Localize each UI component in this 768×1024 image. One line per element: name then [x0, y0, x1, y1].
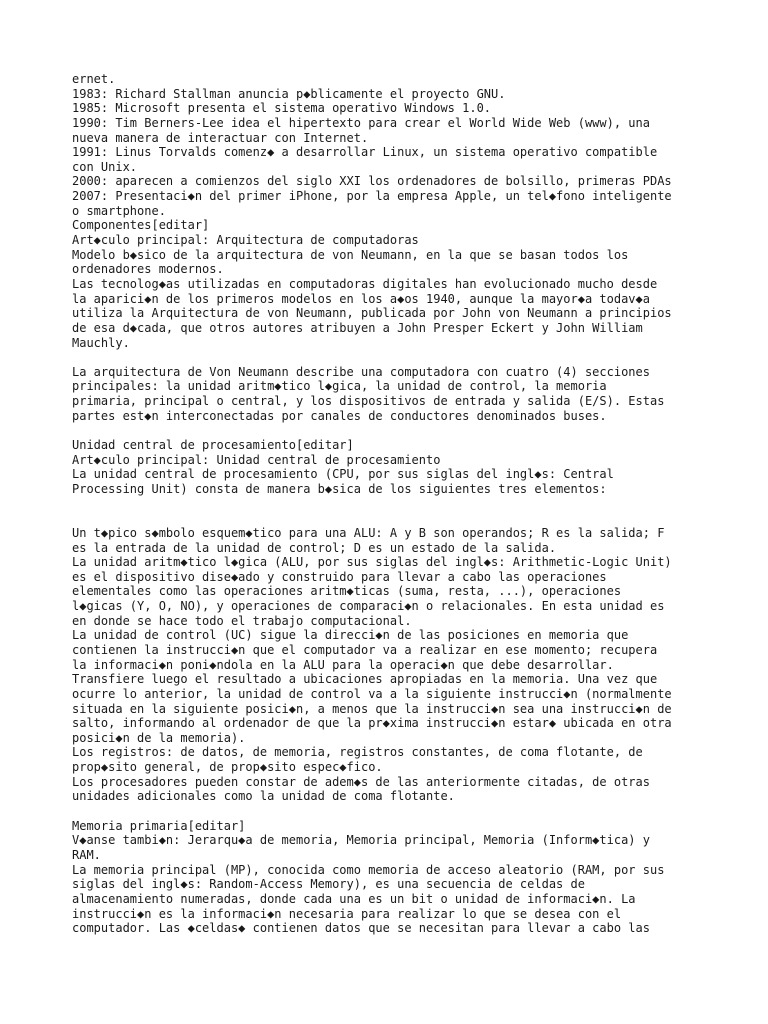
text-line: Art◆culo principal: Arquitectura de computadoras [72, 233, 419, 248]
text-line: 2007: Presentaci◆n del primer iPhone, por la empresa Apple, un tel◆fono inteligente [72, 189, 672, 204]
text-line: 1983: Richard Stallman anuncia p◆blicamente el proyecto GNU. [72, 86, 506, 101]
text-line: Memoria primaria[editar] [72, 818, 246, 833]
text-line: Las tecnolog◆as utilizadas en computadoras digitales han evolucionado mucho desde [72, 276, 658, 291]
text-line: la aparici◆n de los primeros modelos en los a◆os 1940, aunque la mayor◆a todav◆a [72, 291, 650, 306]
text-line: nueva manera de interactuar con Internet. [72, 130, 369, 145]
text-line: Art◆culo principal: Unidad central de procesamiento [72, 452, 441, 467]
text-line: partes est◆n interconectadas por canales de conductores denominados buses. [72, 408, 607, 423]
text-line: computador. Las ◆celdas◆ contienen datos que se necesitan para llevar a cabo las [72, 921, 650, 936]
text-line [72, 423, 712, 438]
text-line: RAM. [72, 847, 101, 862]
text-line: l◆gicas (Y, O, NO), y operaciones de comparaci◆n o relacionales. En esta unidad es [72, 599, 665, 614]
document-text [72, 72, 712, 936]
text-line: ocurre lo anterior, la unidad de control va a la siguiente instrucci◆n (normalmente [72, 686, 672, 701]
text-line: La unidad central de procesamiento (CPU, por sus siglas del ingl◆s: Central [72, 467, 614, 482]
text-line [72, 350, 712, 365]
text-line: unidades adicionales como la unidad de coma flotante. [72, 789, 455, 804]
text-line: Los procesadores pueden constar de adem◆s de las anteriormente citadas, de otras [72, 774, 650, 789]
text-line: Mauchly. [72, 335, 130, 350]
text-line: Un t◆pico s◆mbolo esquem◆tico para una ALU: A y B son operandos; R es la salida; F [72, 525, 665, 540]
text-line: instrucci◆n es la informaci◆n necesaria para realizar lo que se desea con el [72, 906, 622, 921]
text-line: Los registros: de datos, de memoria, registros constantes, de coma flotante, de [72, 745, 643, 760]
text-line: Modelo b◆sico de la arquitectura de von Neumann, en la que se basan todos los [72, 247, 629, 262]
text-line: o smartphone. [72, 203, 166, 218]
text-line: salto, informando al ordenador de que la pr◆xima instrucci◆n estar◆ ubicada en otra [72, 716, 672, 731]
text-line: con Unix. [72, 159, 138, 174]
text-line: La memoria principal (MP), conocida como memoria de acceso aleatorio (RAM, por sus [72, 862, 665, 877]
text-line: elementales como las operaciones aritm◆ticas (suma, resta, ...), operaciones [72, 584, 622, 599]
text-line: principales: la unidad aritm◆tico l◆gica, la unidad de control, la memoria [72, 379, 607, 394]
text-line [72, 804, 712, 819]
text-line: Componentes[editar] [72, 218, 210, 233]
text-line: La unidad de control (UC) sigue la direcci◆n de las posiciones en memoria que [72, 628, 629, 643]
text-line: Transfiere luego el resultado a ubicaciones apropiadas en la memoria. Una vez que [72, 672, 658, 687]
text-line: Unidad central de procesamiento[editar] [72, 438, 354, 453]
text-line: 1991: Linus Torvalds comenz◆ a desarrollar Linux, un sistema operativo compatible [72, 145, 658, 160]
text-line: prop◆sito general, de prop◆sito espec◆fico. [72, 760, 383, 775]
text-line: almacenamiento numeradas, donde cada una es un bit o unidad de informaci◆n. La [72, 891, 636, 906]
text-line: situada en la siguiente posici◆n, a menos que la instrucci◆n sea una instrucci◆n de [72, 701, 672, 716]
text-line: utiliza la Arquitectura de von Neumann, publicada por John von Neumann a principios [72, 306, 672, 321]
text-line: es el dispositivo dise◆ado y construido para llevar a cabo las operaciones [72, 569, 607, 584]
text-line: ernet. [72, 72, 116, 86]
text-line: primaria, principal o central, y los dispositivos de entrada y salida (E/S). Estas [72, 394, 665, 409]
text-line: ordenadores modernos. [72, 262, 224, 277]
text-line: Processing Unit) consta de manera b◆sica de los siguientes tres elementos: [72, 481, 607, 496]
text-line: La arquitectura de Von Neumann describe una computadora con cuatro (4) secciones [72, 364, 650, 379]
text-line [72, 497, 712, 512]
text-line [72, 511, 712, 526]
text-line: La unidad aritm◆tico l◆gica (ALU, por sus siglas del ingl◆s: Arithmetic-Logic Unit) [72, 555, 672, 570]
text-line: 2000: aparecen a comienzos del siglo XXI los ordenadores de bolsillo, primeras PDAs [72, 174, 672, 189]
text-line: de esa d◆cada, que otros autores atribuyen a John Presper Eckert y John William [72, 320, 643, 335]
text-line: es la entrada de la unidad de control; D es un estado de la salida. [72, 540, 557, 555]
text-line: la informaci◆n poni◆ndola en la ALU para la operaci◆n que debe desarrollar. [72, 657, 614, 672]
text-line: posici◆n de la memoria). [72, 730, 246, 745]
text-line: 1990: Tim Berners-Lee idea el hipertexto para crear el World Wide Web (www), una [72, 115, 650, 130]
text-line: V◆anse tambi◆n: Jerarqu◆a de memoria, Memoria principal, Memoria (Inform◆tica) y [72, 833, 650, 848]
text-line: en donde se hace todo el trabajo computacional. [72, 613, 412, 628]
text-line: contienen la instrucci◆n que el computador va a realizar en ese momento; recupera [72, 642, 658, 657]
text-line: 1985: Microsoft presenta el sistema operativo Windows 1.0. [72, 101, 492, 116]
text-line: siglas del ingl◆s: Random-Access Memory), es una secuencia de celdas de [72, 877, 585, 892]
